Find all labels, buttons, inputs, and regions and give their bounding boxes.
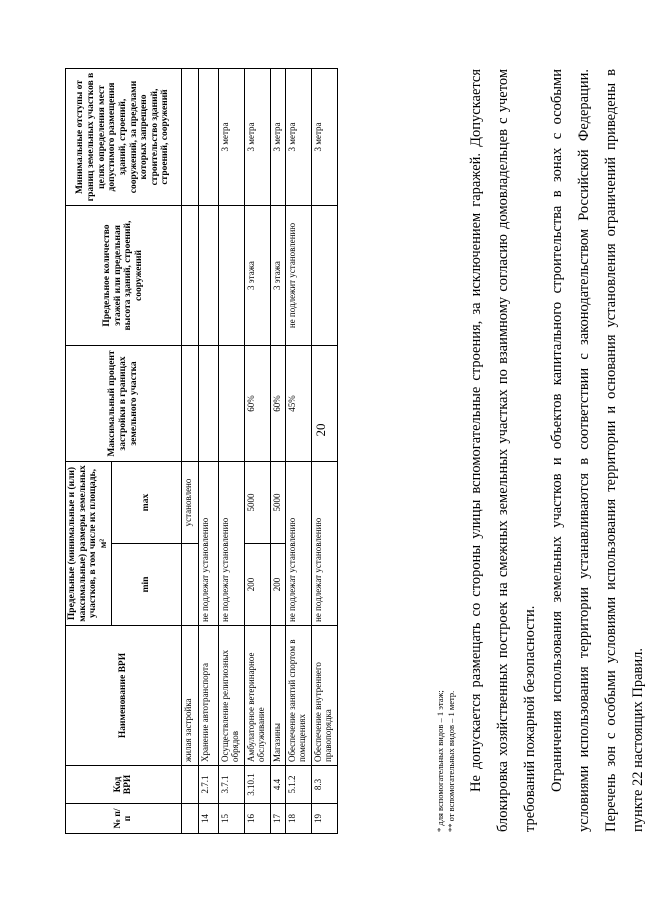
header-floors: Предельное количество этажей или предельная высота зданий, строений, сооружений bbox=[66, 206, 182, 346]
cell-floors: 3 этажа bbox=[244, 206, 270, 346]
cell-setback: 3 метра bbox=[285, 69, 311, 206]
cell-max: 5000 bbox=[244, 462, 270, 544]
cell-percent: 45% bbox=[285, 346, 311, 462]
cell-name: жилая застройка bbox=[181, 626, 198, 766]
rotated-page-content bbox=[10, 49, 646, 869]
cell-floors bbox=[198, 206, 218, 346]
table-row bbox=[244, 69, 270, 834]
header-percent: Максимальный процент застройки в границах земельного участка bbox=[66, 346, 182, 462]
header-sizes: Предельные (минимальные и (или) максимальные) размеры земельных участков, в том числе их площадь, м² bbox=[66, 462, 112, 626]
cell-max: 5000 bbox=[270, 462, 285, 544]
cell-setback: 3 метра bbox=[244, 69, 270, 206]
cell-floors bbox=[311, 206, 337, 346]
cell-percent bbox=[218, 346, 244, 462]
cell-code: 3.7.1 bbox=[218, 766, 244, 804]
header-num: № п/п bbox=[66, 804, 182, 834]
cell-name: Амбулаторное ветеринарное обслуживание bbox=[244, 626, 270, 766]
table-row bbox=[181, 69, 198, 834]
cell-floors bbox=[218, 206, 244, 346]
paragraph: Не допускается размещать со стороны улицы вспомогательные строения, за исключением гаражей. Допускается блокировка хозяйственных построек на смежных земельных участках по взаимному согласию домовладельцев с учетом требований пожарной безопасности. bbox=[468, 69, 538, 832]
cell-percent bbox=[198, 346, 218, 462]
cell-num: 19 bbox=[311, 804, 337, 834]
cell-code: 4.4 bbox=[270, 766, 285, 804]
header-code: Код ВРИ bbox=[66, 766, 182, 804]
cell-sizes: не подлежат установлению bbox=[218, 462, 244, 626]
cell-code: 3.10.1 bbox=[244, 766, 270, 804]
cell-floors: 3 этажа bbox=[270, 206, 285, 346]
cell-name: Хранение автотранспорта bbox=[198, 626, 218, 766]
cell-min: 200 bbox=[244, 544, 270, 626]
cell-percent: 60% bbox=[244, 346, 270, 462]
cell-num: 14 bbox=[198, 804, 218, 834]
header-min: min bbox=[111, 544, 181, 626]
cell-sizes: не подлежат установлению bbox=[311, 462, 337, 626]
cell-name: Обеспечение внутреннего правопорядка bbox=[311, 626, 337, 766]
footnote: * для вспомогательных видов – 1 этаж; bbox=[435, 690, 445, 832]
cell-min: 200 bbox=[270, 544, 285, 626]
cell-num: 16 bbox=[244, 804, 270, 834]
cell-setback: 3 метра bbox=[311, 69, 337, 206]
paragraph: Ограничения использования земельных участков и объектов капитального строительства в зонах с особыми условиями использования территории устанавливаются в соответствии с законодательством Российской Федерации. Перечень зон с особыми условиями использования территории и основания установления ограничений приведены в пункте 22 настоящих Правил. bbox=[549, 69, 646, 832]
header-max: max bbox=[111, 462, 181, 544]
table-row bbox=[218, 69, 244, 834]
cell-code: 2.7.1 bbox=[198, 766, 218, 804]
cell-max: установлено bbox=[181, 462, 198, 544]
cell-sizes: не подлежат установлению bbox=[285, 462, 311, 626]
cell-num: 18 bbox=[285, 804, 311, 834]
table-row bbox=[311, 69, 337, 834]
cell-sizes: не подлежат установлению bbox=[198, 462, 218, 626]
cell-setback: 3 метра bbox=[218, 69, 244, 206]
cell-name: Обеспечение занятий спортом в помещениях bbox=[285, 626, 311, 766]
cell-setback: 3 метра bbox=[270, 69, 285, 206]
body-text bbox=[463, 69, 652, 832]
header-name: Наименование ВРИ bbox=[66, 626, 182, 766]
header-setback: Минимальные отступы от границ земельных участков в целях определения мест допустимого размещения зданий, строений, сооружений, за пределами которых запрещено строительство зданий, строений, сооружений bbox=[66, 69, 182, 206]
table-row bbox=[270, 69, 285, 834]
cell-name: Магазины bbox=[270, 626, 285, 766]
cell-name: Осуществление религиозных обрядов bbox=[218, 626, 244, 766]
table-footnotes bbox=[435, 332, 458, 832]
table-row bbox=[285, 69, 311, 834]
cell-percent: 60% bbox=[270, 346, 285, 462]
cell-floors: не подлежит установлению bbox=[285, 206, 311, 346]
page-number: 20 bbox=[313, 423, 328, 437]
cell-code: 5.1.2 bbox=[285, 766, 311, 804]
cell-num: 15 bbox=[218, 804, 244, 834]
cell-num: 17 bbox=[270, 804, 285, 834]
cell-percent bbox=[311, 346, 337, 462]
cell-setback bbox=[198, 69, 218, 206]
footnote: ** от вспомогательных видов – 1 метр. bbox=[446, 690, 457, 832]
table-row bbox=[198, 69, 218, 834]
zoning-parameters-table bbox=[65, 68, 338, 834]
cell-code: 8.3 bbox=[311, 766, 337, 804]
